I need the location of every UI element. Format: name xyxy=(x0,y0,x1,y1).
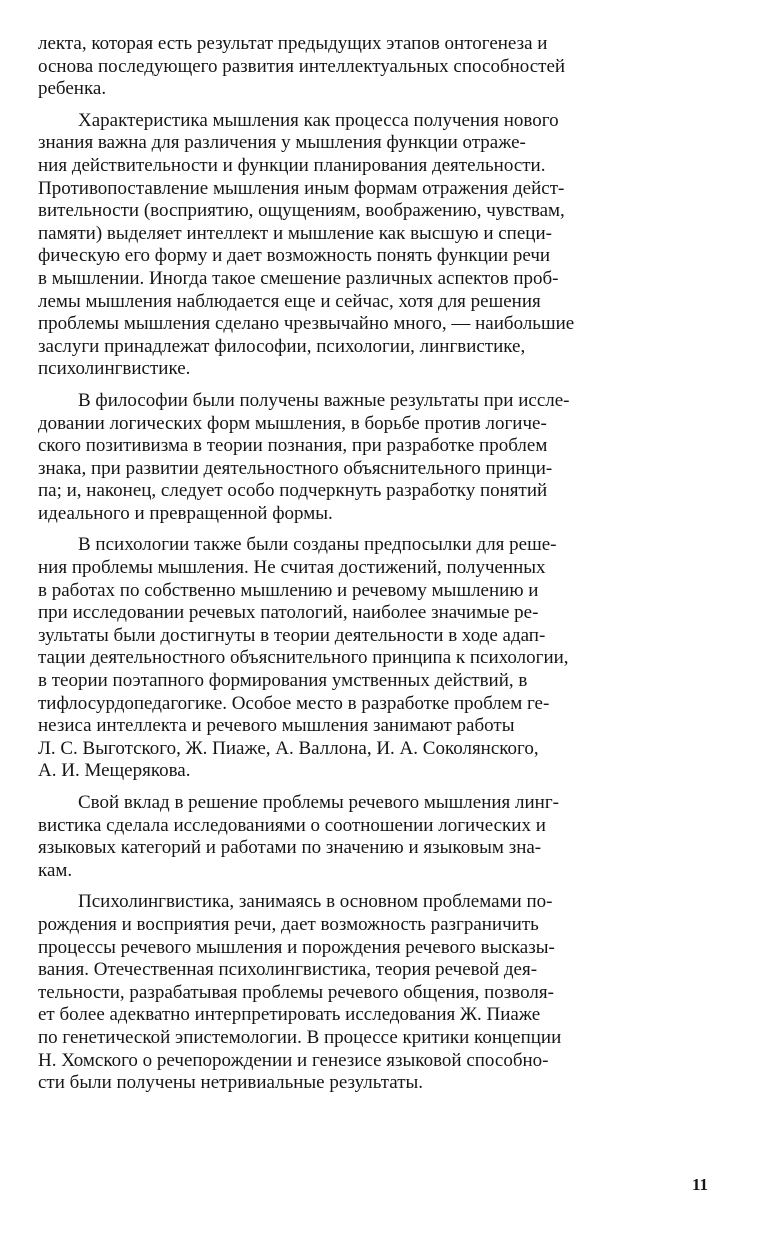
page-body xyxy=(38,33,712,1104)
paragraph-philosophy: В философии были получены важные результаты при иссле- довании логических форм мышления, в борьбе против логиче- ского позитивизма в теории познания, при разработке проблем знака, при развитии деятельностного объяснительного принци- па; и, наконец, следует особо подчеркнуть разработку понятий идеального и превращенной формы. xyxy=(38,389,570,524)
paragraph-linguistics: Свой вклад в решение проблемы речевого мышления линг- вистика сделала исследованиями о соотношении логических и языковых категорий и работами по значению и языковым зна- кам. xyxy=(38,792,559,881)
paragraph-psycholinguistics: Психолингвистика, занимаясь в основном проблемами по- рождения и восприятия речи, дает возможность разграничить процессы речевого мышления и порождения речевого высказы- вания. Отечественная психолингвистика, теория речевой дея- тельности, разрабатывая проблемы речевого общения, позволя- ет более адекватно интерпретировать исследования Ж. Пиаже по генетической эпистемологии. В процессе критики концепции Н. Хомского о речепорождении и генезисе языковой способно- сти были получены нетривиальные результаты. xyxy=(38,891,562,1094)
page-number: 11 xyxy=(692,1175,709,1194)
paragraph-continuation: лекта, которая есть результат предыдущих этапов онтогенеза и основа последующего развития интеллектуальных способностей ребенка. xyxy=(38,33,566,100)
paragraph-psychology: В психологии также были созданы предпосылки для реше- ния проблемы мышления. Не считая достижений, полученных в работах по собственно мышлению и речевому мышлению и при исследовании речевых патологий, наиболее значимые ре- зультаты были достигнуты в теории деятельности в ходе адап- тации деятельностного объяснительного принципа к психологии, в теории поэтапного формирования умственных действий, в тифлосурдопедагогике. Особое место в разработке проблем ге- незиса интеллекта и речевого мышления занимают работы Л. С. Выготского, Ж. Пиаже, А. Валлона, И. А. Соколянского, А. И. Мещерякова. xyxy=(38,534,569,782)
paragraph-thinking-characteristic: Характеристика мышления как процесса получения нового знания важна для различения у мышления функции отраже- ния действительности и функции планирования деятельности. Противопоставление мышления иным формам отражения дейст- вительности (восприятию, ощущениям, воображению, чувствам, памяти) выделяет интеллект и мышление как высшую и специ- фическую его форму и дает возможность понять функции речи в мышлении. Иногда такое смешение различных аспектов проб- лемы мышления наблюдается еще и сейчас, хотя для решения проблемы мышления сделано чрезвычайно много, — наибольшие заслуги принадлежат философии, психологии, лингвистике, психолингвистике. xyxy=(38,109,575,380)
